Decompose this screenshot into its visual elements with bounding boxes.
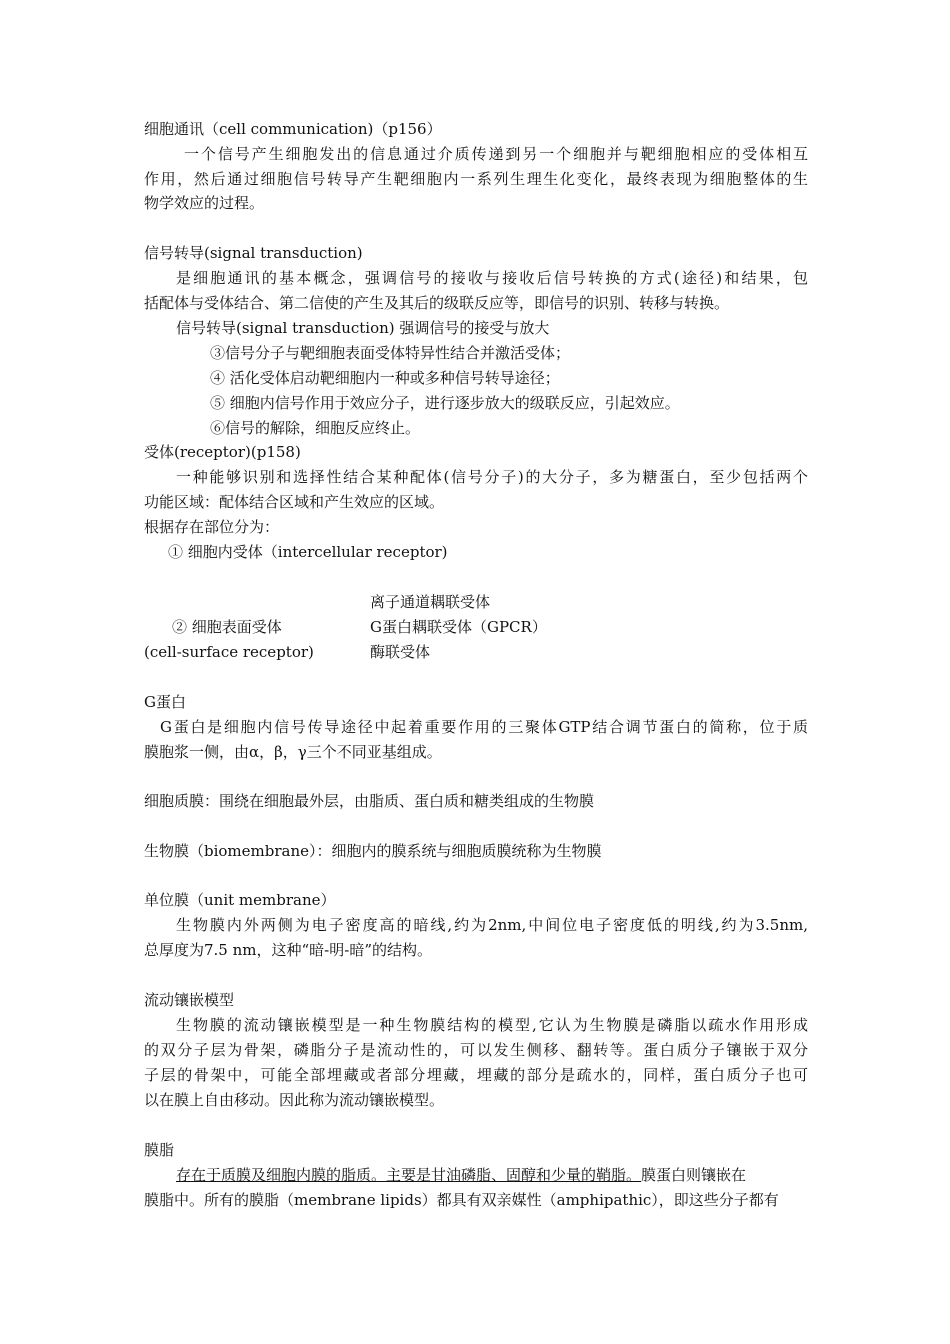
- paragraph-line: 信号转导(signal transduction) 强调信号的接受与放大: [176, 319, 550, 337]
- paragraph-line: 的双分子层为骨架，磷脂分子是流动性的，可以发生侧移、翻转等。蛋白质分子镶嵌于双分: [144, 1041, 808, 1059]
- receptor-type-2: ② 细胞表面受体: [172, 618, 282, 636]
- classification-label: 根据存在部位分为：: [144, 518, 280, 536]
- heading-fluid-mosaic: 流动镶嵌模型: [144, 991, 235, 1009]
- heading-signal-transduction: 信号转导(signal transduction): [144, 244, 363, 262]
- paragraph-text: 膜蛋白则镶嵌在: [641, 1166, 747, 1184]
- underlined-text: 存在于质膜及细胞内膜的脂质。主要是甘油磷脂、固醇和少量的鞘脂。: [176, 1166, 642, 1184]
- receptor-type-2-en: (cell-surface receptor): [144, 643, 314, 661]
- step-item: ⑤ 细胞内信号作用于效应分子，进行逐步放大的级联反应，引起效应。: [210, 394, 680, 412]
- receptor-subtype: 离子通道耦联受体: [370, 593, 491, 611]
- receptor-subtype: 酶联受体: [370, 643, 431, 661]
- paragraph-line: 是细胞通讯的基本概念，强调信号的接收与接收后信号转换的方式(途径)和结果，包: [176, 269, 808, 287]
- paragraph-line: 膜脂中。所有的膜脂（membrane lipids）都具有双亲媒性（amphipathic），即这些分子都有: [144, 1191, 779, 1209]
- paragraph-line: 括配体与受体结合、第二信使的产生及其后的级联反应等，即信号的识别、转移与转换。: [144, 294, 730, 312]
- heading-membrane-lipid: 膜脂: [144, 1141, 175, 1159]
- paragraph-line: 生物膜内外两侧为电子密度高的暗线,约为2nm,中间位电子密度低的明线,约为3.5nm,: [176, 916, 808, 934]
- paragraph-line: 物学效应的过程。: [144, 194, 265, 212]
- heading-receptor: 受体(receptor)(p158): [144, 443, 301, 461]
- paragraph-line: 功能区域：配体结合区域和产生效应的区域。: [144, 493, 445, 511]
- step-item: ⑥信号的解除，细胞反应终止。: [210, 419, 421, 437]
- paragraph-line: 以在膜上自由移动。因此称为流动镶嵌模型。: [144, 1091, 445, 1109]
- step-item: ④ 活化受体启动靶细胞内一种或多种信号转导途径；: [210, 369, 560, 387]
- paragraph-line: 一种能够识别和选择性结合某种配体(信号分子)的大分子，多为糖蛋白，至少包括两个: [176, 468, 808, 486]
- receptor-type-1: ① 细胞内受体（intercellular receptor): [168, 543, 448, 561]
- heading-unit-membrane: 单位膜（unit membrane）: [144, 891, 336, 909]
- paragraph-line: G蛋白是细胞内信号传导途径中起着重要作用的三聚体GTP结合调节蛋白的简称，位于质: [160, 718, 808, 736]
- paragraph-line: 膜胞浆一侧，由α，β，γ三个不同亚基组成。: [144, 743, 442, 761]
- heading-cell-communication: 细胞通讯（cell communication)（p156）: [144, 120, 442, 138]
- paragraph-line: [176, 1163, 746, 1187]
- receptor-subtype: G蛋白耦联受体（GPCR）: [370, 618, 547, 636]
- definition-biomembrane: 生物膜（biomembrane）：细胞内的膜系统与细胞质膜统称为生物膜: [144, 842, 602, 860]
- step-item: ③信号分子与靶细胞表面受体特异性结合并激活受体；: [210, 344, 571, 362]
- paragraph-line: 一个信号产生细胞发出的信息通过介质传递到另一个细胞并与靶细胞相应的受体相互: [184, 145, 808, 163]
- definition-plasma-membrane: 细胞质膜：围绕在细胞最外层，由脂质、蛋白质和糖类组成的生物膜: [144, 792, 595, 810]
- paragraph-line: 子层的骨架中，可能全部埋藏或者部分埋藏，埋藏的部分是疏水的，同样，蛋白质分子也可: [144, 1066, 808, 1084]
- paragraph-line: 生物膜的流动镶嵌模型是一种生物膜结构的模型,它认为生物膜是磷脂以疏水作用形成: [176, 1016, 808, 1034]
- heading-g-protein: G蛋白: [144, 693, 186, 711]
- paragraph-line: 总厚度为7.5 nm，这种“暗-明-暗”的结构。: [144, 941, 432, 959]
- paragraph-line: 作用，然后通过细胞信号转导产生靶细胞内一系列生理生化变化，最终表现为细胞整体的生: [144, 170, 808, 188]
